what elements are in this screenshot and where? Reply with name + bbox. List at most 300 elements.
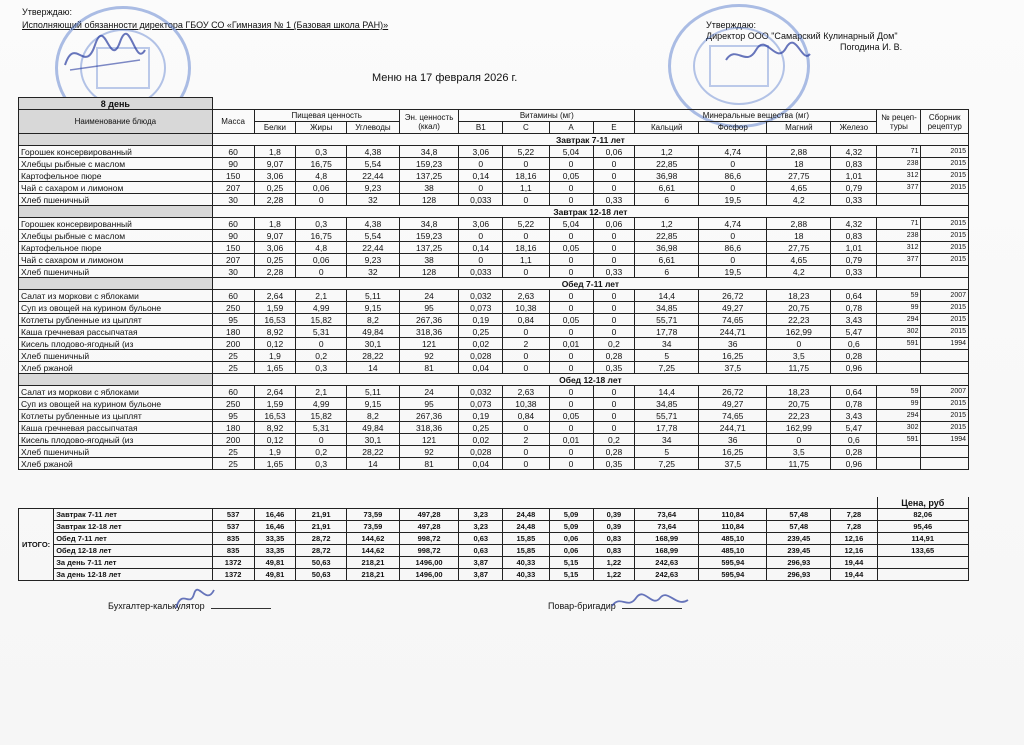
table-cell: 5,31 — [296, 422, 347, 434]
table-cell: 0,19 — [459, 314, 503, 326]
totals-cell: 239,45 — [767, 545, 831, 557]
table-cell: 318,36 — [399, 422, 458, 434]
table-cell: 3,06 — [254, 170, 296, 182]
table-cell: 4,8 — [296, 170, 347, 182]
table-row — [19, 254, 969, 266]
col-calcium: Кальций — [635, 122, 699, 134]
table-cell: 0 — [503, 230, 549, 242]
table-cell: 0,78 — [831, 398, 877, 410]
table-row — [19, 398, 969, 410]
table-cell: 0 — [593, 242, 635, 254]
totals-cell: 1,22 — [593, 569, 635, 581]
totals-cell: 3,87 — [459, 557, 503, 569]
table-cell: 18,16 — [503, 242, 549, 254]
totals-cell: 24,48 — [503, 509, 549, 521]
col-b1: B1 — [459, 122, 503, 134]
table-cell: 19,5 — [699, 194, 767, 206]
table-row — [19, 158, 969, 170]
totals-meal: Обед 7-11 лет — [54, 533, 213, 545]
table-row — [19, 290, 969, 302]
dish-name: Салат из моркови с яблоками — [19, 386, 213, 398]
table-cell: 2007 — [921, 290, 969, 302]
table-cell: 24 — [399, 386, 458, 398]
table-cell: 0 — [593, 302, 635, 314]
table-cell: 3,06 — [459, 218, 503, 230]
table-row — [19, 422, 969, 434]
totals-cell: 0,39 — [593, 521, 635, 533]
table-cell: 0,96 — [831, 458, 877, 470]
table-cell: 0 — [549, 326, 593, 338]
table-row — [19, 314, 969, 326]
table-cell: 6 — [635, 194, 699, 206]
price-value — [877, 569, 968, 581]
table-cell: 150 — [212, 170, 254, 182]
table-cell: 20,75 — [767, 302, 831, 314]
table-cell: 0,06 — [296, 254, 347, 266]
table-cell: 0 — [503, 458, 549, 470]
table-row — [19, 194, 969, 206]
table-cell: 0 — [503, 446, 549, 458]
table-cell: 18,16 — [503, 170, 549, 182]
table-row — [19, 182, 969, 194]
page-title: Меню на 17 февраля 2026 г. — [372, 72, 518, 84]
table-cell: 22,23 — [767, 410, 831, 422]
table-cell: 0 — [296, 338, 347, 350]
table-cell: 244,71 — [699, 326, 767, 338]
dish-name: Каша гречневая рассыпчатая — [19, 422, 213, 434]
table-cell: 0,84 — [503, 314, 549, 326]
table-cell: 0,028 — [459, 350, 503, 362]
dish-name: Салат из моркови с яблоками — [19, 290, 213, 302]
totals-meal: Завтрак 7-11 лет — [54, 509, 213, 521]
table-cell: 28,22 — [347, 446, 400, 458]
totals-cell: 0,63 — [459, 545, 503, 557]
table-cell: 0 — [593, 386, 635, 398]
dish-name: Хлеб пшеничный — [19, 446, 213, 458]
col-e: E — [593, 122, 635, 134]
totals-cell: 33,35 — [254, 533, 296, 545]
dish-name: Чай с сахаром и лимоном — [19, 182, 213, 194]
totals-meal: Обед 12-18 лет — [54, 545, 213, 557]
totals-row — [19, 521, 969, 533]
table-cell: 59 — [877, 290, 921, 302]
table-cell: 6 — [635, 266, 699, 278]
table-cell: 4,2 — [767, 266, 831, 278]
totals-row — [19, 509, 969, 521]
table-cell: 4,74 — [699, 146, 767, 158]
table-cell: 4,65 — [767, 254, 831, 266]
table-cell: 137,25 — [399, 170, 458, 182]
table-cell: 4,2 — [767, 194, 831, 206]
table-cell: 4,32 — [831, 218, 877, 230]
table-cell: 0,28 — [831, 446, 877, 458]
col-energy: Эн. ценность (ккал) — [399, 110, 458, 134]
table-cell: 0 — [549, 290, 593, 302]
table-cell: 0 — [296, 266, 347, 278]
table-cell: 162,99 — [767, 326, 831, 338]
totals-cell: 0,06 — [549, 545, 593, 557]
table-cell: 55,71 — [635, 314, 699, 326]
table-cell: 0,06 — [296, 182, 347, 194]
section-title: Завтрак 12-18 лет — [212, 206, 968, 218]
table-cell: 2,88 — [767, 146, 831, 158]
table-cell: 5,22 — [503, 218, 549, 230]
table-cell: 0 — [549, 362, 593, 374]
table-cell: 71 — [877, 146, 921, 158]
table-cell: 5,04 — [549, 146, 593, 158]
totals-cell: 28,72 — [296, 533, 347, 545]
table-cell: 36,98 — [635, 170, 699, 182]
table-cell: 2015 — [921, 170, 969, 182]
table-cell: 95 — [212, 314, 254, 326]
table-cell: 0,3 — [296, 458, 347, 470]
col-recipe-no: № рецеп-туры — [877, 110, 921, 134]
col-fat: Жиры — [296, 122, 347, 134]
totals-cell: 0,83 — [593, 533, 635, 545]
table-cell: 2,63 — [503, 386, 549, 398]
table-cell: 34 — [635, 338, 699, 350]
table-cell: 2007 — [921, 386, 969, 398]
table-cell: 4,65 — [767, 182, 831, 194]
table-cell: 4,99 — [296, 398, 347, 410]
totals-cell: 1496,00 — [399, 569, 458, 581]
cook-label: Повар-бригадир — [548, 601, 616, 611]
totals-cell: 537 — [212, 509, 254, 521]
table-cell: 0,05 — [549, 410, 593, 422]
table-cell: 0 — [296, 194, 347, 206]
table-cell: 5,11 — [347, 386, 400, 398]
totals-cell: 1372 — [212, 557, 254, 569]
table-cell: 0,83 — [831, 230, 877, 242]
dish-name: Хлебцы рыбные с маслом — [19, 230, 213, 242]
table-cell: 37,5 — [699, 458, 767, 470]
table-cell: 25 — [212, 458, 254, 470]
table-cell: 238 — [877, 230, 921, 242]
table-cell: 5 — [635, 446, 699, 458]
totals-cell: 40,33 — [503, 557, 549, 569]
table-cell: 250 — [212, 302, 254, 314]
table-cell: 36 — [699, 434, 767, 446]
table-cell: 49,84 — [347, 326, 400, 338]
totals-cell: 49,81 — [254, 557, 296, 569]
table-cell: 14,4 — [635, 290, 699, 302]
table-cell: 24 — [399, 290, 458, 302]
table-cell: 0 — [549, 446, 593, 458]
table-cell: 25 — [212, 350, 254, 362]
col-mass: Масса — [212, 110, 254, 134]
approval-right-line3: Погодина И. В. — [840, 42, 903, 52]
table-cell: 49,84 — [347, 422, 400, 434]
table-row — [19, 458, 969, 470]
section-title: Обед 12-18 лет — [212, 374, 968, 386]
col-iron: Железо — [831, 122, 877, 134]
table-cell: 1,2 — [635, 218, 699, 230]
table-cell: 0 — [549, 386, 593, 398]
table-cell: 0 — [549, 230, 593, 242]
table-cell: 5,47 — [831, 326, 877, 338]
table-cell: 0 — [593, 182, 635, 194]
col-magnesium: Магний — [767, 122, 831, 134]
table-cell: 18 — [767, 230, 831, 242]
section-title: Обед 7-11 лет — [212, 278, 968, 290]
table-cell: 294 — [877, 410, 921, 422]
table-cell: 1,59 — [254, 398, 296, 410]
table-cell: 0,05 — [549, 242, 593, 254]
table-cell: 25 — [212, 446, 254, 458]
table-cell: 1,1 — [503, 182, 549, 194]
table-cell: 9,07 — [254, 230, 296, 242]
table-cell: 4,99 — [296, 302, 347, 314]
table-cell: 5,04 — [549, 218, 593, 230]
table-cell: 0,33 — [593, 266, 635, 278]
table-cell: 0 — [503, 362, 549, 374]
table-cell: 0,28 — [831, 350, 877, 362]
totals-meal: Завтрак 12-18 лет — [54, 521, 213, 533]
dish-name: Хлеб ржаной — [19, 362, 213, 374]
totals-cell: 497,28 — [399, 521, 458, 533]
table-cell: 1994 — [921, 434, 969, 446]
table-cell: 0,28 — [593, 350, 635, 362]
table-cell: 0,2 — [296, 350, 347, 362]
table-cell: 0 — [459, 254, 503, 266]
totals-cell: 73,59 — [347, 509, 400, 521]
table-cell: 17,78 — [635, 422, 699, 434]
table-cell: 74,65 — [699, 314, 767, 326]
table-row — [19, 434, 969, 446]
section-header — [19, 374, 969, 386]
price-value: 133,65 — [877, 545, 968, 557]
table-cell: 0 — [699, 182, 767, 194]
table-row — [19, 302, 969, 314]
dish-name: Хлеб пшеничный — [19, 266, 213, 278]
table-row — [19, 230, 969, 242]
table-cell: 18,23 — [767, 386, 831, 398]
table-cell — [877, 458, 921, 470]
table-cell: 0,64 — [831, 386, 877, 398]
approval-left-line2: Исполняющий обязанности директора ГБОУ СО «Гимназия № 1 (Базовая школа РАН)» — [22, 20, 389, 30]
totals-cell: 7,28 — [831, 509, 877, 521]
table-cell: 0 — [503, 422, 549, 434]
table-cell: 92 — [399, 446, 458, 458]
totals-cell: 242,63 — [635, 569, 699, 581]
dish-name: Кисель плодово-ягодный (из — [19, 338, 213, 350]
price-header: Цена, руб — [877, 497, 968, 509]
table-cell: 0 — [593, 158, 635, 170]
totals-cell: 50,63 — [296, 557, 347, 569]
totals-meal: За день 12-18 лет — [54, 569, 213, 581]
table-cell: 2,64 — [254, 386, 296, 398]
table-cell: 0 — [767, 338, 831, 350]
totals-cell: 57,48 — [767, 509, 831, 521]
totals-cell: 144,62 — [347, 533, 400, 545]
col-vitamins: Витамины (мг) — [459, 110, 635, 122]
table-cell: 2015 — [921, 146, 969, 158]
table-cell: 0 — [459, 158, 503, 170]
totals-cell: 5,15 — [549, 557, 593, 569]
day-label: 8 день — [19, 98, 213, 110]
table-cell: 0,79 — [831, 182, 877, 194]
table-cell: 16,75 — [296, 230, 347, 242]
table-cell: 180 — [212, 326, 254, 338]
table-cell: 0 — [549, 422, 593, 434]
left-signature-icon — [60, 30, 150, 80]
table-cell: 95 — [212, 410, 254, 422]
section-header — [19, 278, 969, 290]
table-cell: 0,28 — [593, 446, 635, 458]
table-cell: 16,25 — [699, 350, 767, 362]
totals-cell: 497,28 — [399, 509, 458, 521]
table-cell: 2015 — [921, 254, 969, 266]
totals-cell: 57,48 — [767, 521, 831, 533]
table-cell: 267,36 — [399, 410, 458, 422]
table-cell: 0 — [503, 350, 549, 362]
table-cell: 2015 — [921, 398, 969, 410]
table-cell: 1,59 — [254, 302, 296, 314]
table-row — [19, 326, 969, 338]
table-cell — [877, 446, 921, 458]
table-cell: 22,85 — [635, 158, 699, 170]
table-cell: 0,12 — [254, 338, 296, 350]
table-cell: 4,38 — [347, 146, 400, 158]
table-cell: 121 — [399, 338, 458, 350]
table-cell: 302 — [877, 422, 921, 434]
price-value: 95,46 — [877, 521, 968, 533]
totals-cell: 595,94 — [699, 557, 767, 569]
dish-name: Горошек консервированный — [19, 218, 213, 230]
table-cell: 5,22 — [503, 146, 549, 158]
totals-cell: 15,85 — [503, 545, 549, 557]
totals-row — [19, 569, 969, 581]
table-cell: 0,2 — [593, 338, 635, 350]
table-cell: 22,85 — [635, 230, 699, 242]
table-cell: 1,1 — [503, 254, 549, 266]
table-cell: 0 — [296, 434, 347, 446]
totals-cell: 49,81 — [254, 569, 296, 581]
table-cell: 207 — [212, 182, 254, 194]
table-cell: 0 — [593, 230, 635, 242]
table-cell: 1,01 — [831, 242, 877, 254]
table-cell: 294 — [877, 314, 921, 326]
totals-cell: 218,21 — [347, 557, 400, 569]
table-row — [19, 386, 969, 398]
approval-right-line1: Утверждаю: — [706, 20, 757, 30]
table-cell: 2015 — [921, 326, 969, 338]
totals-cell: 3,23 — [459, 509, 503, 521]
table-row — [19, 146, 969, 158]
table-cell: 3,43 — [831, 314, 877, 326]
table-cell: 162,99 — [767, 422, 831, 434]
table-cell: 32 — [347, 266, 400, 278]
col-collection: Сборник рецептур — [921, 110, 969, 134]
table-cell: 8,2 — [347, 410, 400, 422]
table-cell: 0,06 — [593, 218, 635, 230]
totals-cell: 218,21 — [347, 569, 400, 581]
table-cell: 0 — [549, 458, 593, 470]
table-cell: 60 — [212, 218, 254, 230]
table-row — [19, 446, 969, 458]
table-cell: 128 — [399, 194, 458, 206]
table-cell: 3,43 — [831, 410, 877, 422]
table-cell: 95 — [399, 398, 458, 410]
totals-cell: 0,06 — [549, 533, 593, 545]
table-cell: 0,12 — [254, 434, 296, 446]
table-cell: 25 — [212, 362, 254, 374]
table-cell: 159,23 — [399, 158, 458, 170]
table-cell: 2,88 — [767, 218, 831, 230]
table-cell: 377 — [877, 254, 921, 266]
table-cell: 34,8 — [399, 146, 458, 158]
table-cell: 0 — [767, 434, 831, 446]
table-cell — [921, 446, 969, 458]
dish-name: Хлеб пшеничный — [19, 350, 213, 362]
table-cell: 4,74 — [699, 218, 767, 230]
table-cell: 267,36 — [399, 314, 458, 326]
table-cell: 8,92 — [254, 326, 296, 338]
table-cell: 0,032 — [459, 386, 503, 398]
table-cell: 0 — [459, 182, 503, 194]
table-cell: 1,2 — [635, 146, 699, 158]
table-cell: 0,33 — [831, 266, 877, 278]
totals-cell: 168,99 — [635, 533, 699, 545]
approval-left-line1: Утверждаю: — [22, 7, 73, 17]
right-signature-icon — [722, 38, 812, 72]
totals-cell: 1,22 — [593, 557, 635, 569]
table-cell — [877, 350, 921, 362]
table-cell — [921, 458, 969, 470]
table-cell — [877, 194, 921, 206]
table-cell: 99 — [877, 302, 921, 314]
table-cell: 59 — [877, 386, 921, 398]
totals-cell: 73,64 — [635, 521, 699, 533]
section-header — [19, 134, 969, 146]
table-cell: 4,32 — [831, 146, 877, 158]
table-cell: 312 — [877, 242, 921, 254]
totals-cell: 3,87 — [459, 569, 503, 581]
table-cell: 0 — [593, 254, 635, 266]
table-cell: 0 — [549, 302, 593, 314]
menu-body — [19, 134, 969, 470]
table-cell: 0 — [593, 314, 635, 326]
totals-cell: 296,93 — [767, 557, 831, 569]
table-cell: 0,2 — [296, 446, 347, 458]
table-cell: 0 — [593, 422, 635, 434]
totals-cell: 144,62 — [347, 545, 400, 557]
totals-label: ИТОГО: — [19, 509, 54, 581]
totals-cell: 19,44 — [831, 557, 877, 569]
table-cell: 5 — [635, 350, 699, 362]
table-cell: 8,2 — [347, 314, 400, 326]
table-cell: 34,85 — [635, 302, 699, 314]
table-cell: 60 — [212, 290, 254, 302]
table-cell: 0,84 — [503, 410, 549, 422]
col-carbs: Углеводы — [347, 122, 400, 134]
table-cell: 3,06 — [459, 146, 503, 158]
table-cell: 0 — [503, 158, 549, 170]
table-cell: 0 — [503, 194, 549, 206]
dish-name: Хлеб пшеничный — [19, 194, 213, 206]
table-cell: 14 — [347, 362, 400, 374]
totals-cell: 24,48 — [503, 521, 549, 533]
table-cell: 0 — [549, 398, 593, 410]
table-cell: 0 — [593, 170, 635, 182]
table-cell: 99 — [877, 398, 921, 410]
table-row — [19, 218, 969, 230]
totals-cell: 16,46 — [254, 509, 296, 521]
col-a: A — [549, 122, 593, 134]
table-cell: 0 — [593, 326, 635, 338]
totals-cell: 73,64 — [635, 509, 699, 521]
table-cell: 0,79 — [831, 254, 877, 266]
